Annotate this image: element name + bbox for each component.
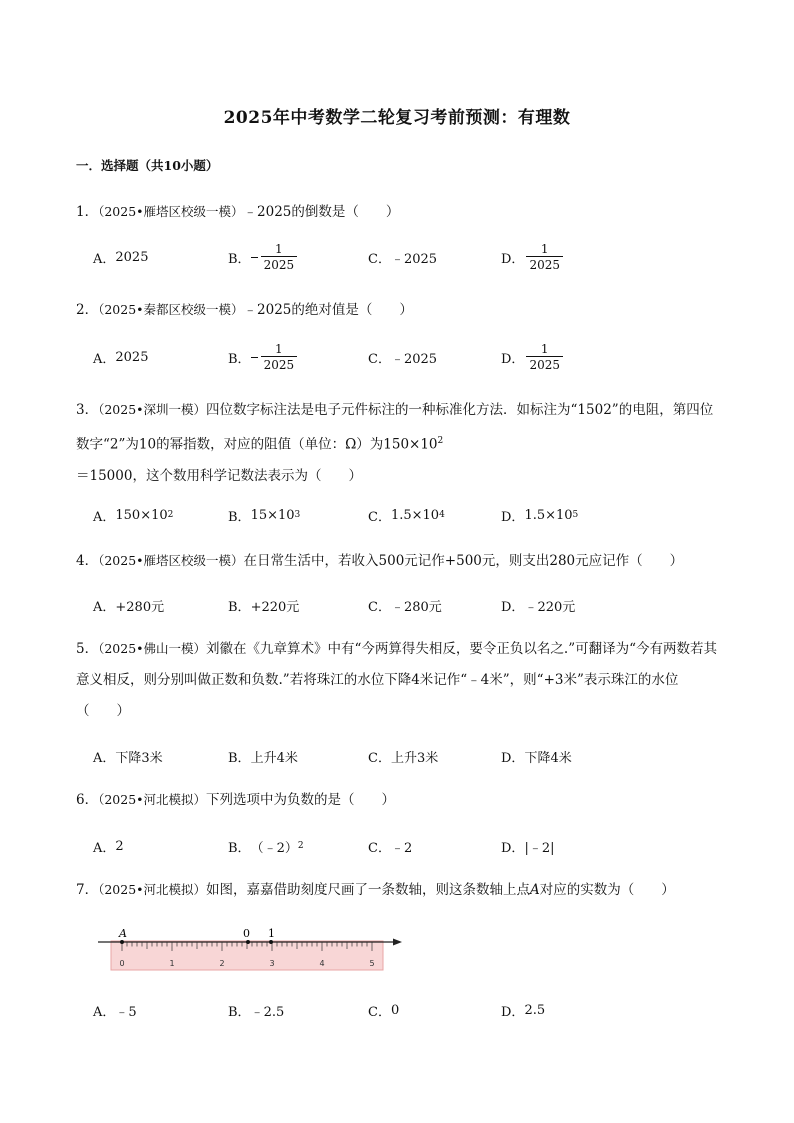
page-title: 2025年中考数学二轮复习考前预测：有理数	[223, 108, 571, 128]
origin-dot	[246, 940, 250, 944]
option-a[interactable]: A． 2025	[93, 349, 149, 367]
question-stem: 如图，嘉嘉借助刻度尺画了一条数轴，则这条数轴上点	[206, 882, 531, 898]
axis-label-0: 0	[243, 927, 250, 940]
option-b[interactable]: B． 15×10 3	[228, 507, 301, 525]
question-1	[76, 196, 724, 228]
ruler-tick-label: 4	[319, 959, 325, 968]
question-7: 7．（2025•河北模拟）如图，嘉嘉借助刻度尺画了一条数轴，则这条数轴上点A对应的实数为（ ）	[76, 882, 675, 898]
question-3: 3．（2025•深圳一模）四位数字标注法是电子元件标注的一种标准化方法．如标注为“1502”的电阻，第四位数字“2”为10的幂指数，对应的阻值（单位：Ω）为$150\times 10^2=15000$，这个数用科学记数法表示为（ ）	[76, 402, 714, 484]
question-source: （2025•深圳一模）	[98, 402, 207, 417]
option-b[interactable]: B． 上升4米	[228, 750, 298, 766]
minus-sign	[251, 357, 258, 358]
option-b[interactable]: B． $\frac{1}{2025}$	[228, 342, 299, 372]
question-source: （2025•秦都区校级一模）	[98, 302, 244, 317]
question-4	[76, 545, 724, 577]
option-c[interactable]: C． ﹣2025	[368, 251, 438, 267]
ruler-tick-label: 5	[369, 959, 375, 968]
option-a[interactable]: A． +280元	[93, 599, 165, 615]
question-source: （2025•河北模拟）	[98, 792, 207, 807]
options-q7	[93, 995, 733, 1025]
question-source: （2025•河北模拟）	[98, 882, 207, 897]
fraction: $\frac{1}{2025}$	[261, 243, 298, 271]
option-a[interactable]: A． 2025	[93, 249, 149, 267]
question-number: 5．	[76, 641, 99, 657]
options-q5	[93, 741, 733, 771]
question-stem: ﹣2025的绝对值是（ ）	[243, 302, 413, 318]
question-stem: ﹣2025的倒数是（ ）	[243, 204, 400, 220]
question-source: （2025•雁塔区校级一模）	[98, 553, 244, 568]
option-d[interactable]: D． $\frac{1}{2025}$	[501, 242, 565, 272]
fraction: $\frac{1}{2025}$	[526, 243, 563, 271]
question-number: 2．	[76, 302, 99, 318]
option-b[interactable]: B． +220元	[228, 599, 300, 615]
option-d[interactable]: D． 下降4米	[501, 750, 572, 766]
ruler-tick-label: 1	[169, 959, 175, 968]
question-stem: 刘徽在《九章算术》中有“今两算得失相反，要令正负以名之.”可翻译为“今有两数若其意义相反，则分别叫做正数和负数.”若将珠江的水位下降4米记作“﹣4米”，则“+3米”表示珠江的水位（ ）	[76, 641, 718, 719]
option-a[interactable]: A． 2	[93, 838, 124, 856]
number-line-figure	[92, 924, 412, 976]
question-stem: 四位数字标注法是电子元件标注的一种标准化方法．如标注为“1502”的电阻，第四位数字“2”为10的幂指数，对应的阻值（单位：Ω）为150×10	[76, 402, 714, 453]
ruler-tick-label: 3	[269, 959, 275, 968]
question-source: （2025•雁塔区校级一模）	[98, 204, 244, 219]
options-q2	[93, 342, 733, 372]
question-number: 4．	[76, 553, 99, 569]
question-number: 3．	[76, 402, 99, 418]
option-a[interactable]: A． ﹣5	[93, 1004, 137, 1020]
option-c[interactable]: C． 1.5×10 4	[368, 507, 445, 525]
option-b[interactable]: B． $\frac{1}{2025}$	[228, 242, 299, 272]
option-c[interactable]: C． ﹣2	[368, 840, 413, 856]
options-q6	[93, 831, 733, 861]
option-c[interactable]: C． 0	[368, 1002, 400, 1020]
fraction: $\frac{1}{2025}$	[526, 343, 563, 371]
axis-label-1: 1	[268, 927, 275, 940]
ruler-tick-label: 0	[119, 959, 125, 968]
option-c[interactable]: C． 上升3米	[368, 750, 439, 766]
question-stem: 在日常生活中，若收入500元记作+500元，则支出280元应记作（ ）	[243, 553, 684, 569]
question-5	[76, 633, 724, 727]
question-source: （2025•佛山一模）	[98, 641, 207, 656]
point-a-dot	[120, 940, 124, 944]
options-q1	[93, 242, 733, 272]
option-d[interactable]: D． ﹣220元	[501, 599, 576, 615]
options-q3	[93, 500, 733, 530]
option-d[interactable]: D． |﹣2|	[501, 840, 555, 856]
option-c[interactable]: C． ﹣280元	[368, 599, 442, 615]
question-number: 7．	[76, 882, 99, 898]
fraction: $\frac{1}{2025}$	[261, 343, 298, 371]
ruler-tick-label: 2	[219, 959, 225, 968]
unit-dot	[269, 940, 273, 944]
option-d[interactable]: D． 2.5	[501, 1002, 546, 1020]
option-d[interactable]: D． $\frac{1}{2025}$	[501, 342, 565, 372]
option-b[interactable]: B． ﹣2.5	[228, 1004, 285, 1020]
axis-arrow-icon	[393, 939, 402, 946]
option-d[interactable]: D． 1.5×10 5	[501, 507, 579, 525]
question-number: 1．	[76, 204, 99, 220]
minus-sign	[251, 257, 258, 258]
option-b[interactable]: B． （﹣2） 2	[228, 840, 304, 856]
option-a[interactable]: A． 下降3米	[93, 750, 163, 766]
point-a-label: A	[119, 927, 127, 940]
question-6	[76, 784, 724, 816]
options-q4	[93, 590, 733, 620]
question-2	[76, 294, 724, 326]
option-a[interactable]: A． 150×10 2	[93, 507, 174, 525]
section-heading: 一．选择题（共10小题）	[76, 158, 219, 173]
option-c[interactable]: C． ﹣2025	[368, 351, 438, 367]
question-number: 6．	[76, 792, 99, 808]
question-stem: 下列选项中为负数的是（ ）	[206, 792, 396, 808]
